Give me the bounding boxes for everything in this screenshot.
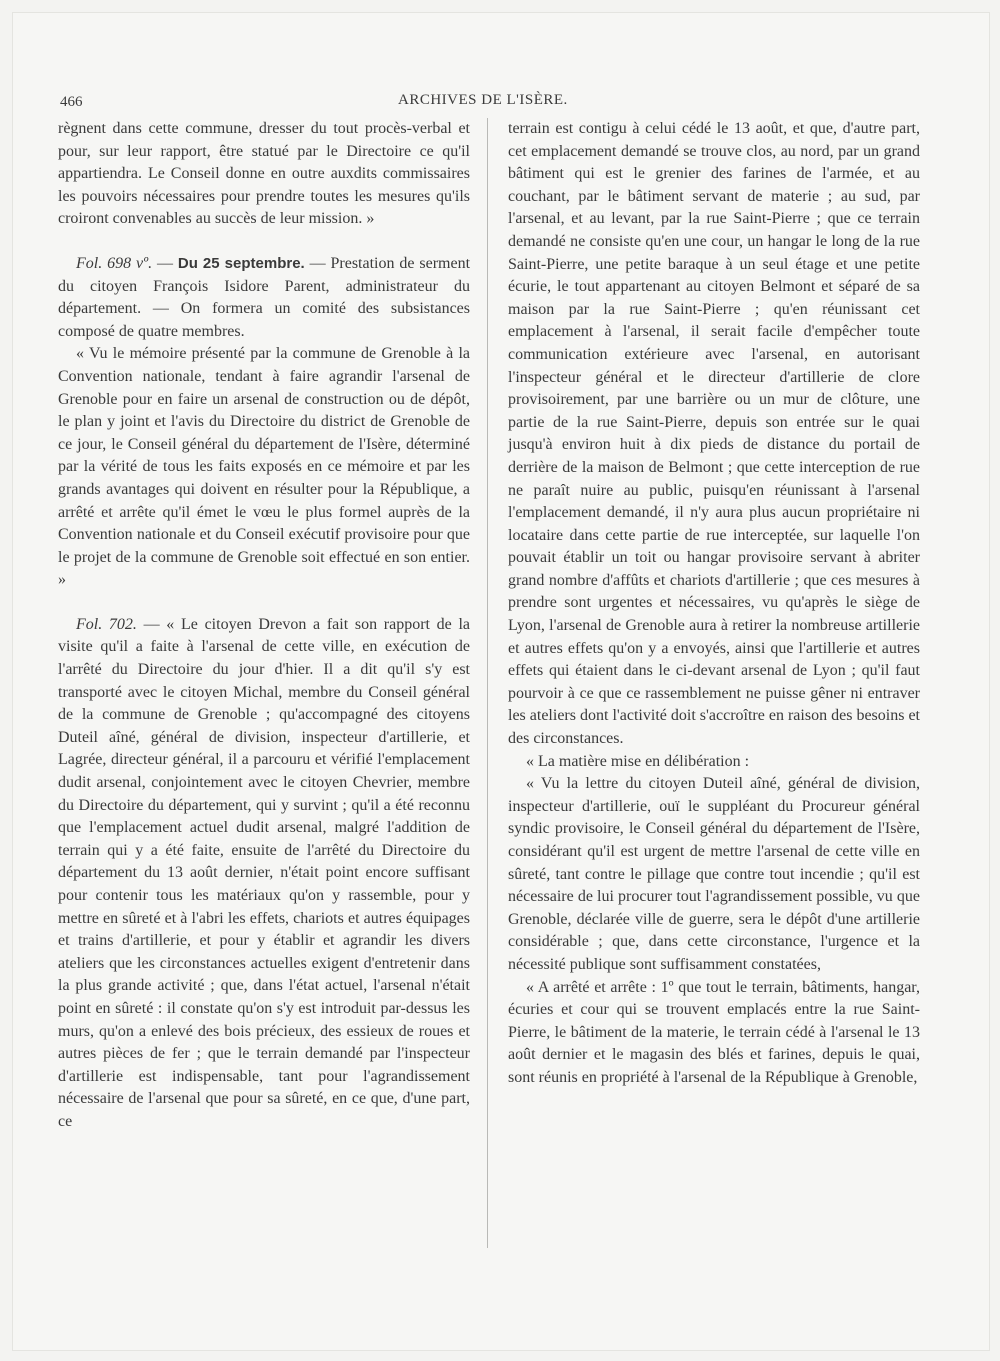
right-paragraph-4: « A arrêté et arrête : 1º que tout le terrain, bâtiments, hangar, écuries et cour qui se trouvent emplacés entre la rue Saint-Pierre, le bâtiment de la materie, le terrain cédé à l'arsenal le 13 août dernier et le magasin des blés et farines, depuis le quai, sont réunis en propriété à l'arsenal de la République à Grenoble, <box>508 978 920 1086</box>
left-paragraph-1: règnent dans cette commune, dresser du tout procès-verbal et pour, sur leur rapport, être statué par le Directoire ce qu'il appartiendra. Le Conseil donne en outre auxdits commissaires les pouvoirs nécessaires pour prendre toutes les mesures qu'ils croiront convenables au succès de leur mission. » <box>58 120 470 228</box>
right-paragraph-3: « Vu la lettre du citoyen Duteil aîné, général de division, inspecteur d'artillerie, ouï le suppléant du Procureur général syndic provisoire, le Conseil général du département de l'Isère, considérant qu'il est urgent de mettre l'arsenal de cette ville en sûreté, tant contre le pillage que contre tout incendie ; qu'il est nécessaire de lui procurer tout l'agrandissement possible, vu que Grenoble, déclarée ville de guerre, sera le dépôt d'une artillerie considérable ; que, dans cette circonstance, l'urgence et la nécessité publique sont suffisamment constatées, <box>508 775 920 973</box>
page-number: 466 <box>60 94 83 110</box>
left-column <box>58 118 470 1134</box>
folio-reference: Fol. 698 vº. <box>76 254 153 272</box>
right-paragraph-1: terrain est contigu à celui cédé le 13 août, et que, d'autre part, cet emplacement demandé se trouve clos, au nord, par un grand bâtiment qui est le grenier des farines de l'armée, et au couchant, par le bâtiment servant de materie ; au sud, par l'arsenal, et au levant, par la rue Saint-Pierre ; que ce terrain demandé ne consiste qu'en une cour, un hangar le long de la rue Saint-Pierre, une petite baraque à un seul étage et une petite écurie, le tout appartenant au citoyen Belmont et séparé de sa maison par la rue Saint-Pierre ; qu'en réunissant cet emplacement à l'arsenal, il serait facile d'empêcher toute communication extérieure avec l'arsenal, en autorisant l'inspecteur général et le directeur d'artillerie de clore provisoirement, par une barrière ou un mur de clôture, une partie de la rue Saint-Pierre, depuis son entrée sur le quai jusqu'à environ huit à dix pieds de distance du portail de derrière de la maison de Belmont ; que cette interception de rue ne paraît nuire au public, puisqu'en réunissant à l'arsenal l'emplacement demandé, il n'y aura plus aucun propriétaire ni locataire dans cette partie de rue interceptée, sur laquelle l'on pouvait établir un toit ou hangar provisoire servant à abriter grand nombre d'affûts et chariots d'artillerie ; que ces mesures à prendre sont urgentes et nécessaires, vu qu'après le siège de Lyon, l'arsenal de Grenoble aura à retirer la nombreuse artillerie et autres effets qu'on y a envoyés, ainsi que l'artillerie et autres effets qui étaient dans le ci-devant arsenal de Lyon ; qu'il faut pourvoir à ce que ce rassemblement ne puisse gêner ni entraver les ateliers dont l'activité doit s'accroître en raison des besoins et des circonstances. <box>508 120 920 748</box>
right-paragraph-2: « La matière mise en délibération : <box>526 752 750 770</box>
folio-reference: Fol. 702. <box>76 615 137 633</box>
left-paragraph-2 <box>58 253 470 343</box>
left-paragraph-3: « Vu le mémoire présenté par la commune de Grenoble à la Convention nationale, tendant à faire agrandir l'arsenal de Grenoble pour en faire un arsenal de construction ou de dépôt, le plan y joint et l'avis du Directoire du district de Grenoble de ce jour, le Conseil général du département de l'Isère, déterminé par la vérité de tous les faits exposés en ce mémoire et par les grands avantages qui doivent en résulter pour la République, a arrêté et arrête qu'il émet le vœu le plus formel auprès de la Convention nationale et du Conseil exécutif provisoire pour que le projet de la commune de Grenoble soit effectué en son entier. » <box>58 345 470 589</box>
left-paragraph-4 <box>58 614 470 1134</box>
running-title: ARCHIVES DE L'ISÈRE. <box>398 92 568 108</box>
left-paragraph-2-text: — Prestation de serment du citoyen François Isidore Parent, administrateur du département. — On formera un comité des subsistances composé de quatre membres. <box>58 254 471 340</box>
right-column <box>508 118 920 1090</box>
session-date: Du 25 septembre. <box>177 254 305 272</box>
dash-separator: — <box>152 254 178 272</box>
left-paragraph-4-text: — « Le citoyen Drevon a fait son rapport de la visite qu'il a faite à l'arsenal de cette ville, en exécution de l'arrêté du Directoire du jour d'hier. Il a dit qu'il s'y est transporté avec le citoyen Michal, membre du Conseil général de la commune de Grenoble ; qu'accompagné des citoyens Duteil aîné, général de division, inspecteur d'artillerie, et Lagrée, directeur général, il a parcouru et vérifié l'emplacement dudit arsenal, conjointement avec le citoyen Chevrier, membre du Directoire du département, qui y survint ; qu'il a été reconnu que l'emplacement actuel dudit arsenal, malgré l'addition de terrain qui y a été faite, ensuite de l'arrêté du Directoire du département du 13 août dernier, n'était point encore suffisant pour contenir tous les matériaux qu'on y rassemble, pour y mettre en sûreté et à l'abri les effets, chariots et autres équipages et trains d'artillerie, et pour y établir et agrandir les divers ateliers que les circonstances actuelles exigent d'entretenir dans la plus grande activité ; que, dans l'état actuel, l'arsenal n'était point en sûreté : il constate qu'on s'y est introduit par-dessus les murs, qu'on a enlevé des bois précieux, des essieux de roues et autres pièces de fer ; que le terrain demandé par l'inspecteur d'artillerie est indispensable, tant pour l'agrandissement nécessaire de l'arsenal que pour sa sûreté, en ce que, d'une part, ce <box>58 615 471 1130</box>
page-header <box>0 90 1000 114</box>
column-divider <box>487 118 488 1248</box>
